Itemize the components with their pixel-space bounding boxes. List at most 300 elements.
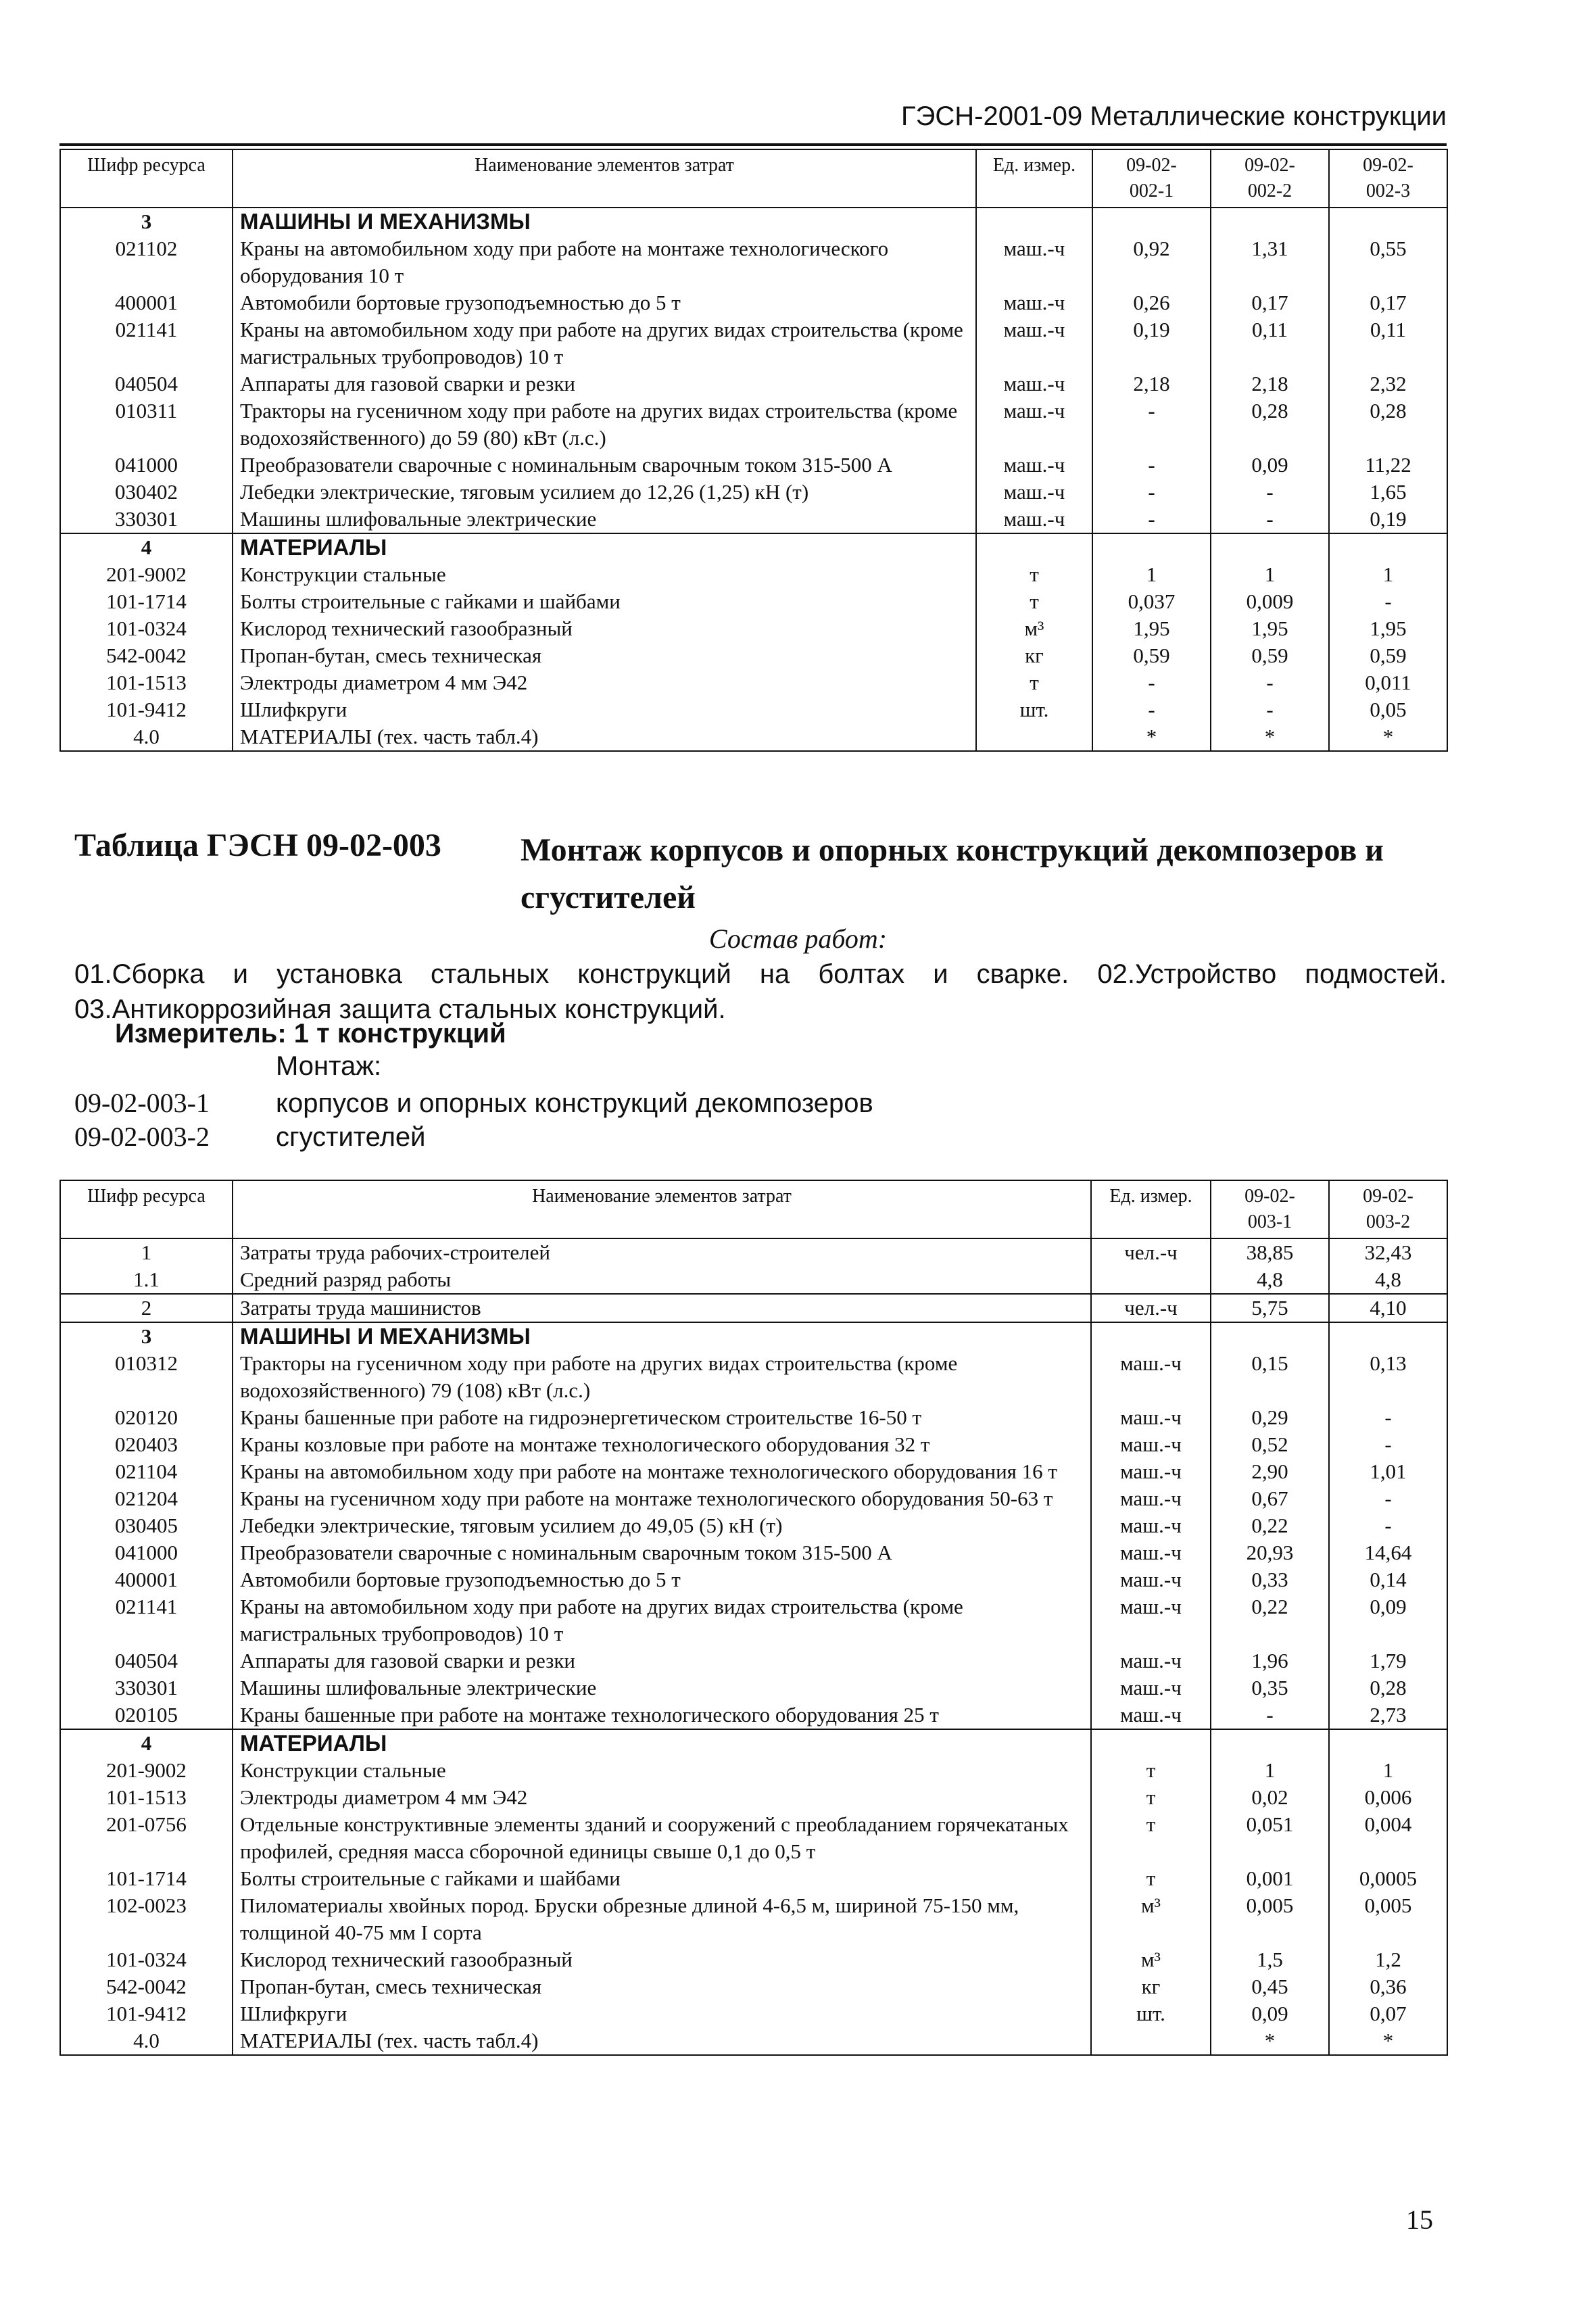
table-row bbox=[60, 723, 1447, 751]
value-cell-1: - bbox=[1211, 1702, 1329, 1729]
unit-cell: т bbox=[976, 588, 1092, 615]
value-cell-2: 0,13 bbox=[1329, 1350, 1447, 1404]
col-header-variant-2: 09-02- 002-2 bbox=[1211, 149, 1329, 208]
cost-item-name-cell: Краны на гусеничном ходу при работе на монтаже технологического оборудования 50-63 т bbox=[233, 1485, 1091, 1512]
resource-code-cell: 040504 bbox=[60, 1647, 233, 1674]
value-cell-2: 0,009 bbox=[1211, 588, 1329, 615]
col-header-unit: Ед. измер. bbox=[976, 149, 1092, 208]
cost-item-name-cell: МАШИНЫ И МЕХАНИЗМЫ bbox=[233, 1322, 1091, 1350]
cost-item-name-cell: МАТЕРИАЛЫ bbox=[233, 1729, 1091, 1757]
table-row bbox=[60, 669, 1447, 696]
resource-code-cell: 400001 bbox=[60, 1566, 233, 1593]
table-row bbox=[60, 1294, 1447, 1322]
variant-text: корпусов и опорных конструкций декомпозеров bbox=[276, 1088, 873, 1118]
value-cell-3: 0,19 bbox=[1329, 506, 1447, 533]
cost-item-name-cell: Краны козловые при работе на монтаже технологического оборудования 32 т bbox=[233, 1431, 1091, 1458]
value-cell-2: - bbox=[1211, 506, 1329, 533]
cost-item-name-cell: Отдельные конструктивные элементы зданий и сооружений с преобладанием горячекатаных профилей, средняя масса сборочной единицы свыше 0,1 до 0,5 т bbox=[233, 1811, 1091, 1865]
unit-cell: т bbox=[976, 669, 1092, 696]
unit-cell: маш.-ч bbox=[1091, 1566, 1211, 1593]
table-row bbox=[60, 1593, 1447, 1647]
section-row bbox=[60, 533, 1447, 561]
unit-cell: маш.-ч bbox=[1091, 1350, 1211, 1404]
cost-item-name-cell: Кислород технический газообразный bbox=[233, 615, 976, 642]
unit-cell: маш.-ч bbox=[976, 289, 1092, 316]
resource-code-cell: 102-0023 bbox=[60, 1892, 233, 1946]
value-cell-1: 0,051 bbox=[1211, 1811, 1329, 1865]
unit-cell: маш.-ч bbox=[1091, 1431, 1211, 1458]
value-cell-2: 4,10 bbox=[1329, 1294, 1447, 1322]
table-row bbox=[60, 289, 1447, 316]
value-cell-2: 2,73 bbox=[1329, 1702, 1447, 1729]
value-cell-3: 0,17 bbox=[1329, 289, 1447, 316]
cost-item-name-cell: Пиломатериалы хвойных пород. Бруски обрезные длиной 4-6,5 м, шириной 75-150 мм, толщиной 40-75 мм I сорта bbox=[233, 1892, 1091, 1946]
value-cell-1: 38,85 bbox=[1211, 1238, 1329, 1266]
meter-unit: Измеритель: 1 т конструкций bbox=[115, 1019, 506, 1048]
resource-table-002 bbox=[59, 149, 1448, 752]
unit-cell: маш.-ч bbox=[1091, 1404, 1211, 1431]
value-cell-1: * bbox=[1211, 2027, 1329, 2055]
value-cell-2: - bbox=[1211, 669, 1329, 696]
table-row bbox=[60, 370, 1447, 397]
variant-text: сгустителей bbox=[276, 1122, 426, 1152]
value-cell-2: 1 bbox=[1211, 561, 1329, 588]
unit-cell: маш.-ч bbox=[1091, 1485, 1211, 1512]
table-row bbox=[60, 1973, 1447, 2000]
resource-code-cell: 1.1 bbox=[60, 1266, 233, 1294]
unit-cell: маш.-ч bbox=[1091, 1539, 1211, 1566]
table-row bbox=[60, 1350, 1447, 1404]
value-cell-3: 0,011 bbox=[1329, 669, 1447, 696]
value-cell-2: * bbox=[1211, 723, 1329, 751]
unit-cell bbox=[1091, 1729, 1211, 1757]
cost-item-name-cell: Лебедки электрические, тяговым усилием до 12,26 (1,25) кН (т) bbox=[233, 479, 976, 506]
table-row bbox=[60, 1539, 1447, 1566]
table-number-heading: Таблица ГЭСН 09-02-003 bbox=[74, 827, 441, 863]
value-cell-2: 1,95 bbox=[1211, 615, 1329, 642]
resource-code-cell: 101-9412 bbox=[60, 696, 233, 723]
value-cell-2: 0,07 bbox=[1329, 2000, 1447, 2027]
resource-code-cell: 021104 bbox=[60, 1458, 233, 1485]
value-cell-1: - bbox=[1092, 452, 1211, 479]
value-cell-1: - bbox=[1092, 397, 1211, 452]
value-cell-1: 1 bbox=[1092, 561, 1211, 588]
col-header-name: Наименование элементов затрат bbox=[233, 149, 976, 208]
resource-code-cell: 330301 bbox=[60, 506, 233, 533]
variant-item bbox=[74, 1087, 873, 1119]
resource-code-cell: 021141 bbox=[60, 316, 233, 370]
cost-item-name-cell: Затраты труда рабочих-строителей bbox=[233, 1238, 1091, 1266]
cost-item-name-cell: МАТЕРИАЛЫ (тех. часть табл.4) bbox=[233, 723, 976, 751]
resource-code-cell: 021102 bbox=[60, 235, 233, 289]
unit-cell: маш.-ч bbox=[976, 370, 1092, 397]
resource-code-cell: 330301 bbox=[60, 1674, 233, 1702]
table-row bbox=[60, 561, 1447, 588]
unit-cell: маш.-ч bbox=[976, 235, 1092, 289]
resource-code-cell: 201-0756 bbox=[60, 1811, 233, 1865]
unit-cell: маш.-ч bbox=[1091, 1593, 1211, 1647]
cost-item-name-cell: Краны на автомобильном ходу при работе на других видах строительства (кроме магистральных трубопроводов) 10 т bbox=[233, 1593, 1091, 1647]
value-cell-1: 0,19 bbox=[1092, 316, 1211, 370]
resource-code-cell: 101-0324 bbox=[60, 1946, 233, 1973]
value-cell-1: 0,59 bbox=[1092, 642, 1211, 669]
value-cell-1: 0,02 bbox=[1211, 1784, 1329, 1811]
unit-cell: маш.-ч bbox=[1091, 1674, 1211, 1702]
value-cell-1: 0,22 bbox=[1211, 1512, 1329, 1539]
unit-cell bbox=[1091, 1266, 1211, 1294]
cost-item-name-cell: Пропан-бутан, смесь техническая bbox=[233, 1973, 1091, 2000]
unit-cell: м³ bbox=[1091, 1946, 1211, 1973]
unit-cell: маш.-ч bbox=[976, 479, 1092, 506]
cost-item-name-cell: Электроды диаметром 4 мм Э42 bbox=[233, 1784, 1091, 1811]
table-row bbox=[60, 615, 1447, 642]
value-cell-1: 1,95 bbox=[1092, 615, 1211, 642]
value-cell-2: - bbox=[1329, 1485, 1447, 1512]
unit-cell: т bbox=[1091, 1757, 1211, 1784]
unit-cell: маш.-ч bbox=[1091, 1702, 1211, 1729]
resource-code-cell: 021141 bbox=[60, 1593, 233, 1647]
variant-code: 09-02-003-2 bbox=[74, 1121, 210, 1152]
composition-label: Состав работ: bbox=[708, 923, 888, 954]
unit-cell: кг bbox=[1091, 1973, 1211, 2000]
unit-cell: т bbox=[1091, 1865, 1211, 1892]
table-row bbox=[60, 1566, 1447, 1593]
table-row bbox=[60, 588, 1447, 615]
value-cell-1: 4,8 bbox=[1211, 1266, 1329, 1294]
resource-code-cell: 201-9002 bbox=[60, 561, 233, 588]
resource-code-cell: 010311 bbox=[60, 397, 233, 452]
unit-cell: маш.-ч bbox=[976, 397, 1092, 452]
cost-item-name-cell: МАШИНЫ И МЕХАНИЗМЫ bbox=[233, 208, 976, 235]
unit-cell: м³ bbox=[976, 615, 1092, 642]
cost-item-name-cell: Шлифкруги bbox=[233, 2000, 1091, 2027]
table-row bbox=[60, 1647, 1447, 1674]
value-cell-1: 20,93 bbox=[1211, 1539, 1329, 1566]
table-row bbox=[60, 397, 1447, 452]
value-cell-1: 0,09 bbox=[1211, 2000, 1329, 2027]
cost-item-name-cell: Затраты труда машинистов bbox=[233, 1294, 1091, 1322]
cost-item-name-cell: Автомобили бортовые грузоподъемностью до 5 т bbox=[233, 1566, 1091, 1593]
unit-cell: маш.-ч bbox=[976, 506, 1092, 533]
table-row bbox=[60, 1404, 1447, 1431]
table-header-row bbox=[60, 1180, 1447, 1238]
resource-table-003 bbox=[59, 1180, 1448, 2056]
value-cell-1: 2,18 bbox=[1092, 370, 1211, 397]
table-row bbox=[60, 1431, 1447, 1458]
page-number: 15 bbox=[1406, 2204, 1433, 2235]
value-cell-1: * bbox=[1092, 723, 1211, 751]
resource-code-cell: 1 bbox=[60, 1238, 233, 1266]
cost-item-name-cell: Болты строительные с гайками и шайбами bbox=[233, 1865, 1091, 1892]
resource-code-cell: 101-0324 bbox=[60, 615, 233, 642]
unit-cell: т bbox=[1091, 1784, 1211, 1811]
value-cell-1: 0,001 bbox=[1211, 1865, 1329, 1892]
resource-code-cell: 101-1513 bbox=[60, 1784, 233, 1811]
table-row bbox=[60, 1811, 1447, 1865]
cost-item-name-cell: Пропан-бутан, смесь техническая bbox=[233, 642, 976, 669]
table-row bbox=[60, 235, 1447, 289]
value-cell-1: 1,96 bbox=[1211, 1647, 1329, 1674]
value-cell-1: 0,26 bbox=[1092, 289, 1211, 316]
table-row bbox=[60, 1674, 1447, 1702]
resource-code-cell: 041000 bbox=[60, 1539, 233, 1566]
table-row bbox=[60, 1485, 1447, 1512]
resource-code-cell: 021204 bbox=[60, 1485, 233, 1512]
resource-code-cell: 4.0 bbox=[60, 2027, 233, 2055]
value-cell-1: 5,75 bbox=[1211, 1294, 1329, 1322]
resource-code-cell: 020120 bbox=[60, 1404, 233, 1431]
cost-item-name-cell: Аппараты для газовой сварки и резки bbox=[233, 370, 976, 397]
table-row bbox=[60, 696, 1447, 723]
value-cell-1 bbox=[1092, 208, 1211, 235]
value-cell-1: - bbox=[1092, 506, 1211, 533]
resource-code-cell: 010312 bbox=[60, 1350, 233, 1404]
col-header-code: Шифр ресурса bbox=[60, 1180, 233, 1238]
table-row bbox=[60, 2027, 1447, 2055]
unit-cell bbox=[976, 723, 1092, 751]
cost-item-name-cell: МАТЕРИАЛЫ (тех. часть табл.4) bbox=[233, 2027, 1091, 2055]
value-cell-2 bbox=[1211, 533, 1329, 561]
resource-code-cell: 041000 bbox=[60, 452, 233, 479]
value-cell-1: 0,005 bbox=[1211, 1892, 1329, 1946]
resource-code-cell: 3 bbox=[60, 1322, 233, 1350]
cost-item-name-cell: Машины шлифовальные электрические bbox=[233, 1674, 1091, 1702]
value-cell-1 bbox=[1211, 1729, 1329, 1757]
value-cell-2: 0,28 bbox=[1329, 1674, 1447, 1702]
table-header-row bbox=[60, 149, 1447, 208]
resource-code-cell: 030405 bbox=[60, 1512, 233, 1539]
value-cell-3: 1,65 bbox=[1329, 479, 1447, 506]
value-cell-2: 1,01 bbox=[1329, 1458, 1447, 1485]
value-cell-2: 0,36 bbox=[1329, 1973, 1447, 2000]
variant-item bbox=[74, 1121, 426, 1153]
cost-item-name-cell: Электроды диаметром 4 мм Э42 bbox=[233, 669, 976, 696]
col-header-code: Шифр ресурса bbox=[60, 149, 233, 208]
value-cell-2: 1,31 bbox=[1211, 235, 1329, 289]
value-cell-2: 0,004 bbox=[1329, 1811, 1447, 1865]
resource-code-cell: 2 bbox=[60, 1294, 233, 1322]
variant-code: 09-02-003-1 bbox=[74, 1088, 210, 1118]
col-header-variant-1: 09-02- 003-1 bbox=[1211, 1180, 1329, 1238]
value-cell-2: 32,43 bbox=[1329, 1238, 1447, 1266]
value-cell-1: 0,52 bbox=[1211, 1431, 1329, 1458]
resource-code-cell: 400001 bbox=[60, 289, 233, 316]
cost-item-name-cell: Кислород технический газообразный bbox=[233, 1946, 1091, 1973]
table-row bbox=[60, 1458, 1447, 1485]
unit-cell bbox=[976, 533, 1092, 561]
table-row bbox=[60, 1757, 1447, 1784]
value-cell-1: 0,29 bbox=[1211, 1404, 1329, 1431]
work-composition-text bbox=[74, 957, 1447, 1027]
resource-code-cell: 4 bbox=[60, 533, 233, 561]
cost-item-name-cell: Преобразователи сварочные с номинальным сварочным током 315-500 А bbox=[233, 452, 976, 479]
cost-item-name-cell: Краны башенные при работе на гидроэнергетическом строительстве 16-50 т bbox=[233, 1404, 1091, 1431]
section-row bbox=[60, 1322, 1447, 1350]
value-cell-2: 0,006 bbox=[1329, 1784, 1447, 1811]
resource-code-cell: 542-0042 bbox=[60, 1973, 233, 2000]
value-cell-1: 0,92 bbox=[1092, 235, 1211, 289]
cost-item-name-cell: Лебедки электрические, тяговым усилием до 49,05 (5) кН (т) bbox=[233, 1512, 1091, 1539]
unit-cell: шт. bbox=[1091, 2000, 1211, 2027]
value-cell-2: - bbox=[1329, 1431, 1447, 1458]
value-cell-3: 0,28 bbox=[1329, 397, 1447, 452]
value-cell-2: - bbox=[1329, 1404, 1447, 1431]
value-cell-2: - bbox=[1329, 1512, 1447, 1539]
col-header-variant-3: 09-02- 002-3 bbox=[1329, 149, 1447, 208]
unit-cell: кг bbox=[976, 642, 1092, 669]
table-row bbox=[60, 2000, 1447, 2027]
cost-item-name-cell: Автомобили бортовые грузоподъемностью до 5 т bbox=[233, 289, 976, 316]
resource-code-cell: 4.0 bbox=[60, 723, 233, 751]
value-cell-2: 0,17 bbox=[1211, 289, 1329, 316]
value-cell-2: - bbox=[1211, 479, 1329, 506]
resource-code-cell: 101-1714 bbox=[60, 588, 233, 615]
cost-item-name-cell: Краны на автомобильном ходу при работе на монтаже технологического оборудования 16 т bbox=[233, 1458, 1091, 1485]
unit-cell bbox=[976, 208, 1092, 235]
col-header-unit: Ед. измер. bbox=[1091, 1180, 1211, 1238]
value-cell-2: 1 bbox=[1329, 1757, 1447, 1784]
table-row bbox=[60, 506, 1447, 533]
running-header: ГЭСН-2001-09 Металлические конструкции bbox=[900, 101, 1447, 131]
unit-cell: маш.-ч bbox=[1091, 1647, 1211, 1674]
value-cell-1: 0,35 bbox=[1211, 1674, 1329, 1702]
unit-cell: маш.-ч bbox=[976, 316, 1092, 370]
work-text-line-1: 01.Сборка и установка стальных конструкций на болтах и сварке. 02.Устройство подмостей. bbox=[74, 959, 1447, 989]
value-cell-3: 0,59 bbox=[1329, 642, 1447, 669]
header-rule bbox=[59, 143, 1447, 146]
value-cell-1: 0,037 bbox=[1092, 588, 1211, 615]
table-row bbox=[60, 452, 1447, 479]
cost-item-name-cell: МАТЕРИАЛЫ bbox=[233, 533, 976, 561]
resource-code-cell: 101-1714 bbox=[60, 1865, 233, 1892]
value-cell-1: 1 bbox=[1211, 1757, 1329, 1784]
unit-cell: маш.-ч bbox=[976, 452, 1092, 479]
cost-item-name-cell: Конструкции стальные bbox=[233, 1757, 1091, 1784]
unit-cell: шт. bbox=[976, 696, 1092, 723]
table-row bbox=[60, 1892, 1447, 1946]
cost-item-name-cell: Шлифкруги bbox=[233, 696, 976, 723]
value-cell-1: 0,33 bbox=[1211, 1566, 1329, 1593]
value-cell-3 bbox=[1329, 208, 1447, 235]
cost-item-name-cell: Краны башенные при работе на монтаже технологического оборудования 25 т bbox=[233, 1702, 1091, 1729]
resource-code-cell: 101-1513 bbox=[60, 669, 233, 696]
table-row bbox=[60, 1784, 1447, 1811]
value-cell-2: 14,64 bbox=[1329, 1539, 1447, 1566]
cost-item-name-cell: Конструкции стальные bbox=[233, 561, 976, 588]
value-cell-3: 2,32 bbox=[1329, 370, 1447, 397]
value-cell-2 bbox=[1211, 208, 1329, 235]
cost-item-name-cell: Машины шлифовальные электрические bbox=[233, 506, 976, 533]
value-cell-3: - bbox=[1329, 588, 1447, 615]
resource-code-cell: 3 bbox=[60, 208, 233, 235]
montage-label: Монтаж: bbox=[276, 1051, 382, 1081]
value-cell-2: 0,28 bbox=[1211, 397, 1329, 452]
value-cell-1: 0,45 bbox=[1211, 1973, 1329, 2000]
unit-cell: маш.-ч bbox=[1091, 1512, 1211, 1539]
value-cell-2: 1,79 bbox=[1329, 1647, 1447, 1674]
value-cell-2: 0,09 bbox=[1211, 452, 1329, 479]
value-cell-1: 0,22 bbox=[1211, 1593, 1329, 1647]
unit-cell: маш.-ч bbox=[1091, 1458, 1211, 1485]
col-header-variant-2: 09-02- 003-2 bbox=[1329, 1180, 1447, 1238]
cost-item-name-cell: Краны на автомобильном ходу при работе на монтаже технологического оборудования 10 т bbox=[233, 235, 976, 289]
col-header-name: Наименование элементов затрат bbox=[233, 1180, 1091, 1238]
value-cell-2: 0,14 bbox=[1329, 1566, 1447, 1593]
value-cell-2 bbox=[1329, 1729, 1447, 1757]
value-cell-1: 1,5 bbox=[1211, 1946, 1329, 1973]
table-row bbox=[60, 642, 1447, 669]
table-row bbox=[60, 316, 1447, 370]
unit-cell: чел.-ч bbox=[1091, 1294, 1211, 1322]
value-cell-2: 0,59 bbox=[1211, 642, 1329, 669]
value-cell-1: 2,90 bbox=[1211, 1458, 1329, 1485]
value-cell-2: 0,005 bbox=[1329, 1892, 1447, 1946]
cost-item-name-cell: Краны на автомобильном ходу при работе на других видах строительства (кроме магистральных трубопроводов) 10 т bbox=[233, 316, 976, 370]
value-cell-3: 1,95 bbox=[1329, 615, 1447, 642]
value-cell-3: * bbox=[1329, 723, 1447, 751]
col-header-variant-1: 09-02- 002-1 bbox=[1092, 149, 1211, 208]
value-cell-2: 0,0005 bbox=[1329, 1865, 1447, 1892]
resource-code-cell: 040504 bbox=[60, 370, 233, 397]
resource-code-cell: 542-0042 bbox=[60, 642, 233, 669]
table-row bbox=[60, 1512, 1447, 1539]
cost-item-name-cell: Тракторы на гусеничном ходу при работе на других видах строительства (кроме водохозяйственного) до 59 (80) кВт (л.с.) bbox=[233, 397, 976, 452]
resource-code-cell: 030402 bbox=[60, 479, 233, 506]
value-cell-3: 1 bbox=[1329, 561, 1447, 588]
value-cell-3: 11,22 bbox=[1329, 452, 1447, 479]
value-cell-1: 0,15 bbox=[1211, 1350, 1329, 1404]
unit-cell: м³ bbox=[1091, 1892, 1211, 1946]
section-row bbox=[60, 208, 1447, 235]
table-row bbox=[60, 1946, 1447, 1973]
table-row bbox=[60, 1865, 1447, 1892]
unit-cell: чел.-ч bbox=[1091, 1238, 1211, 1266]
table-row bbox=[60, 1702, 1447, 1729]
value-cell-3: 0,11 bbox=[1329, 316, 1447, 370]
unit-cell bbox=[1091, 2027, 1211, 2055]
value-cell-2 bbox=[1329, 1322, 1447, 1350]
cost-item-name-cell: Средний разряд работы bbox=[233, 1266, 1091, 1294]
value-cell-1: 0,67 bbox=[1211, 1485, 1329, 1512]
cost-item-name-cell: Тракторы на гусеничном ходу при работе на других видах строительства (кроме водохозяйственного) 79 (108) кВт (л.с.) bbox=[233, 1350, 1091, 1404]
work-text-line-2: 03.Антикоррозийная защита стальных конструкций. bbox=[74, 994, 726, 1024]
resource-code-cell: 020105 bbox=[60, 1702, 233, 1729]
value-cell-2: 2,18 bbox=[1211, 370, 1329, 397]
value-cell-3 bbox=[1329, 533, 1447, 561]
resource-code-cell: 201-9002 bbox=[60, 1757, 233, 1784]
value-cell-1: - bbox=[1092, 669, 1211, 696]
table-row bbox=[60, 1266, 1447, 1294]
table-row bbox=[60, 479, 1447, 506]
table-row bbox=[60, 1238, 1447, 1266]
value-cell-3: 0,55 bbox=[1329, 235, 1447, 289]
cost-item-name-cell: Аппараты для газовой сварки и резки bbox=[233, 1647, 1091, 1674]
value-cell-1 bbox=[1092, 533, 1211, 561]
resource-code-cell: 101-9412 bbox=[60, 2000, 233, 2027]
value-cell-2: * bbox=[1329, 2027, 1447, 2055]
unit-cell: т bbox=[976, 561, 1092, 588]
value-cell-2: 0,11 bbox=[1211, 316, 1329, 370]
cost-item-name-cell: Преобразователи сварочные с номинальным сварочным током 315-500 А bbox=[233, 1539, 1091, 1566]
cost-item-name-cell: Болты строительные с гайками и шайбами bbox=[233, 588, 976, 615]
unit-cell bbox=[1091, 1322, 1211, 1350]
resource-code-cell: 020403 bbox=[60, 1431, 233, 1458]
value-cell-2: - bbox=[1211, 696, 1329, 723]
value-cell-3: 0,05 bbox=[1329, 696, 1447, 723]
value-cell-2: 0,09 bbox=[1329, 1593, 1447, 1647]
resource-code-cell: 4 bbox=[60, 1729, 233, 1757]
unit-cell: т bbox=[1091, 1811, 1211, 1865]
